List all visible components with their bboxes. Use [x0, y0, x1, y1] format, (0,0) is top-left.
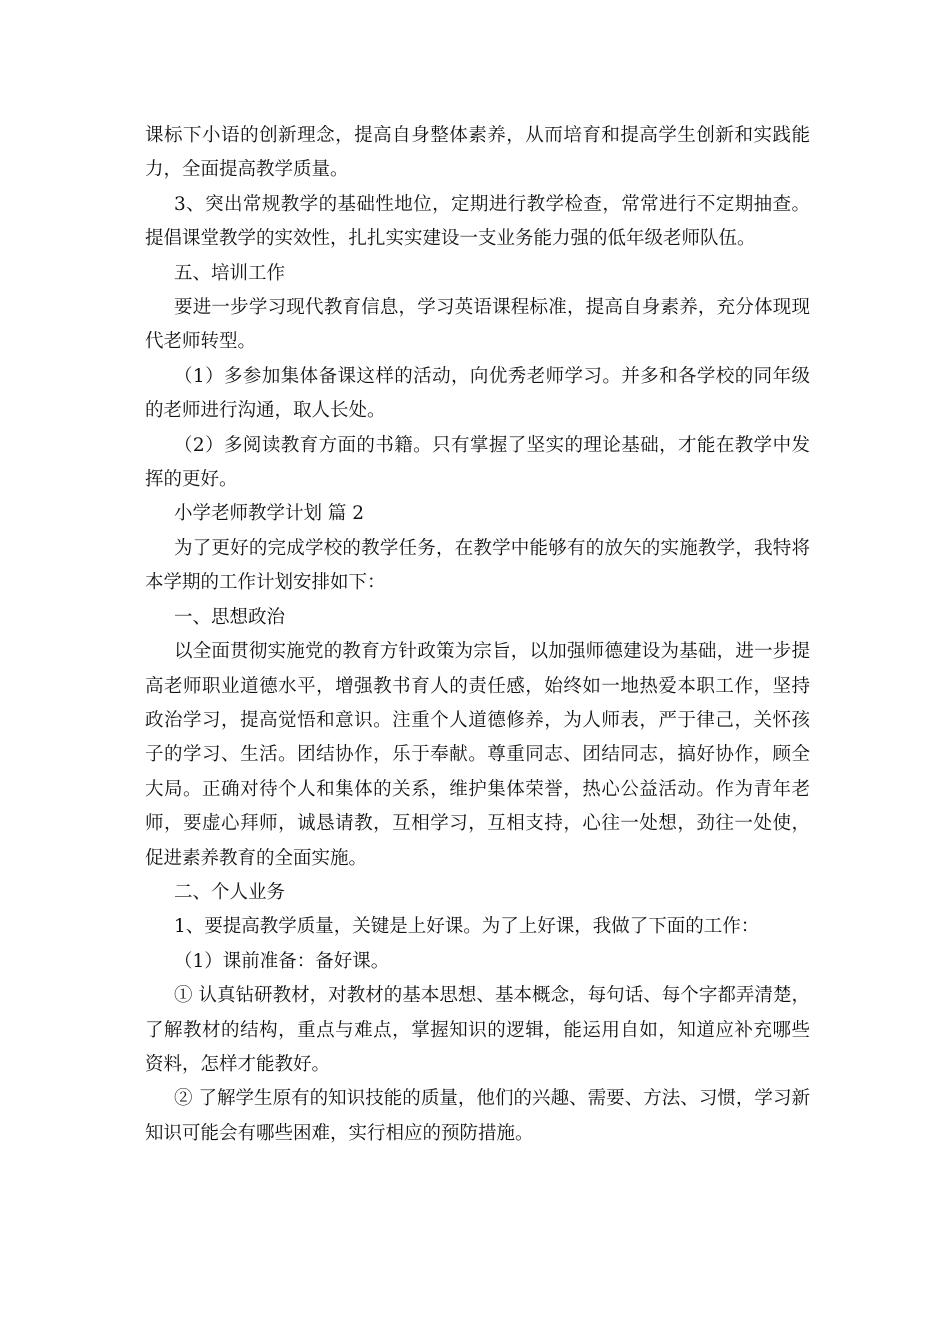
paragraph-business-1: 1、要提高教学质量，关键是上好课。为了上好课，我做了下面的工作： — [174, 916, 760, 938]
paragraph-training-1: （1）多参加集体备课这样的活动，向优秀老师学习。并多和各学校的同年级的老师进行沟通，取人长处。 — [145, 365, 810, 422]
section-heading-training: 五、培训工作 — [174, 262, 286, 284]
paragraph-continuation: 课标下小语的创新理念，提高自身整体素养，从而培育和提高学生创新和实践能力，全面提高教学质量。 — [145, 125, 810, 181]
document-body — [145, 119, 810, 1151]
paragraph-politics: 以全面贯彻实施党的教育方针政策为宗旨，以加强师德建设为基础，进一步提高老师职业道德水平，增强教书育人的责任感，始终如一地热爱本职工作，坚持政治学习，提高觉悟和意识。注重个人道德修养，为人师表，严于律己，关怀孩子的学习、生活。团结协作，乐于奉献。尊重同志、团结同志，搞好协作，顾全大局。正确对待个人和集体的关系，维护集体荣誉，热心公益活动。作为青年老师，要虚心拜师，诚恳请教，互相学习，互相支持，心往一处想，劲往一处使，促进素养教育的全面实施。 — [145, 641, 810, 869]
section-heading-politics: 一、思想政治 — [174, 606, 286, 628]
paragraph-item-3: 3、突出常规教学的基础性地位，定期进行教学检查，常常进行不定期抽查。提倡课堂教学的实效性，扎扎实实建设一支业务能力强的低年级老师队伍。 — [145, 193, 810, 250]
section-heading-business: 二、个人业务 — [174, 881, 286, 903]
paragraph-circled-1: ① 认真钻研教材，对教材的基本思想、基本概念，每句话、每个字都弄清楚，了解教材的结构，重点与难点，掌握知识的逻辑，能运用自如，知道应补充哪些资料，怎样才能教好。 — [145, 985, 810, 1075]
paragraph-preparation: （1）课前准备：备好课。 — [174, 950, 390, 972]
paragraph-training-intro: 要进一步学习现代教育信息，学习英语课程标准，提高自身素养，充分体现现代老师转型。 — [145, 297, 810, 353]
paragraph-intro: 为了更好的完成学校的教学任务，在教学中能够有的放矢的实施教学，我特将本学期的工作计划安排如下： — [145, 537, 810, 594]
paragraph-circled-2: ② 了解学生原有的知识技能的质量，他们的兴趣、需要、方法、习惯，学习新知识可能会有哪些困难，实行相应的预防措施。 — [145, 1088, 810, 1144]
paragraph-training-2: （2）多阅读教育方面的书籍。只有掌握了坚实的理论基础，才能在教学中发挥的更好。 — [145, 434, 810, 491]
article-title: 小学老师教学计划 篇 2 — [174, 503, 365, 525]
